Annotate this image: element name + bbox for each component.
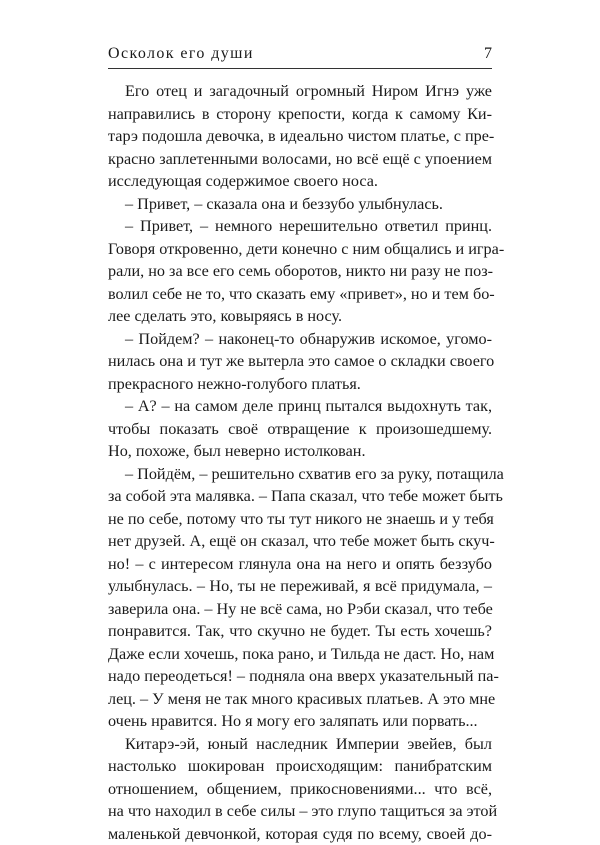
text-line: рали, но за все его семь оборотов, никто ни разу не поз- bbox=[108, 260, 492, 283]
header-rule bbox=[108, 68, 492, 69]
text-line: лее сделать это, ковыряясь в носу. bbox=[108, 305, 492, 328]
text-line: – Привет, – немного нерешительно ответил принц. bbox=[108, 215, 492, 238]
text-line: за собой эта малявка. – Папа сказал, что тебе может быть bbox=[108, 485, 492, 508]
text-line: не по себе, потому что ты тут никого не знаешь и у тебя bbox=[108, 508, 492, 531]
text-line: настолько шокирован происходящим: панибратским bbox=[108, 755, 492, 778]
text-line: очень нравится. Но я могу его заляпать или порвать... bbox=[108, 710, 492, 733]
text-line: отношением, общением, прикосновениями... что всё, bbox=[108, 778, 492, 801]
text-line: на что находил в себе силы – это глупо тащиться за этой bbox=[108, 800, 492, 823]
text-line: Даже если хочешь, пока рано, и Тильда не даст. Но, нам bbox=[108, 643, 492, 666]
text-line: лец. – У меня не так много красивых платьев. А это мне bbox=[108, 688, 492, 711]
text-line: Китарэ-эй, юный наследник Империи эвейев, был bbox=[108, 733, 492, 756]
text-line: – Пойдём, – решительно схватив его за руку, потащила bbox=[108, 463, 492, 486]
text-line: Говоря откровенно, дети конечно с ним общались и игра- bbox=[108, 238, 492, 261]
text-line: но! – с интересом глянула она на него и опять беззубо bbox=[108, 553, 492, 576]
text-line: нет друзей. А, ещё он сказал, что тебе может быть скуч- bbox=[108, 530, 492, 553]
running-title: Осколок его души bbox=[108, 44, 254, 64]
text-line: прекрасного нежно-голубого платья. bbox=[108, 373, 492, 396]
text-line: красно заплетенными волосами, но всё ещё с упоением bbox=[108, 148, 492, 171]
text-line: понравится. Так, что скучно не будет. Ты есть хочешь? bbox=[108, 620, 492, 643]
text-line: – Пойдем? – наконец-то обнаружив искомое, угомо- bbox=[108, 328, 492, 351]
body-text bbox=[108, 80, 492, 845]
text-line: – Привет, – сказала она и беззубо улыбнулась. bbox=[108, 193, 492, 216]
text-line: волил себе не то, что сказать ему «привет», но и тем бо- bbox=[108, 283, 492, 306]
text-line: улыбнулась. – Но, ты не переживай, я всё придумала, – bbox=[108, 575, 492, 598]
text-line: Но, похоже, был неверно истолкован. bbox=[108, 440, 492, 463]
text-line: исследующая содержимое своего носа. bbox=[108, 170, 492, 193]
text-line: Его отец и загадочный огромный Ниром Игнэ уже bbox=[108, 80, 492, 103]
text-line: заверила она. – Ну не всё сама, но Рэби сказал, что тебе bbox=[108, 598, 492, 621]
text-line: маленькой девчонкой, которая судя по всему, своей до- bbox=[108, 823, 492, 845]
page-number: 7 bbox=[484, 44, 492, 64]
text-line: тарэ подошла девочка, в идеально чистом платье, с пре- bbox=[108, 125, 492, 148]
text-line: чтобы показать своё отвращение к произошедшему. bbox=[108, 418, 492, 441]
running-header bbox=[108, 44, 492, 66]
text-line: надо переодеться! – подняла она вверх указательный па- bbox=[108, 665, 492, 688]
text-line: нилась она и тут же вытерла это самое о складки своего bbox=[108, 350, 492, 373]
text-line: направились в сторону крепости, когда к самому Ки- bbox=[108, 103, 492, 126]
text-line: – А? – на самом деле принц пытался выдохнуть так, bbox=[108, 395, 492, 418]
